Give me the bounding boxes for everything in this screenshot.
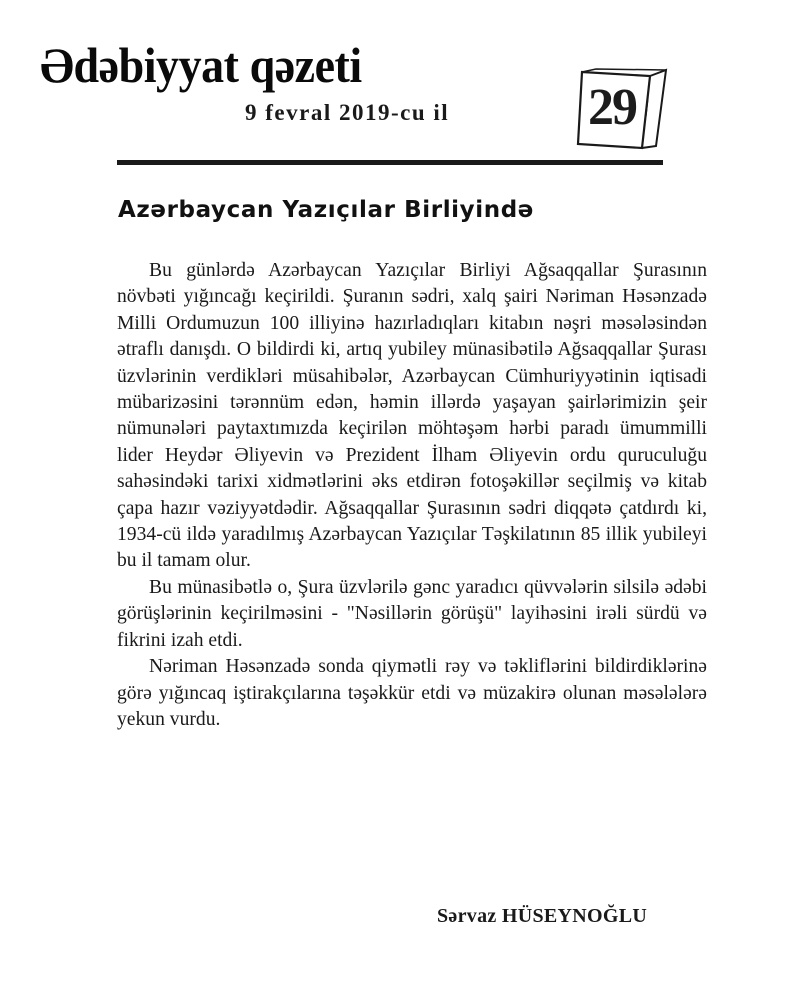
article-body [117,258,707,733]
newspaper-title: Ədəbiyyat qəzeti [40,37,362,93]
page-number-badge [576,68,668,152]
header-divider [117,160,663,165]
page-number: 29 [588,79,636,136]
article-paragraph: Bu münasibətlə o, Şura üzvlərilə gənc yaradıcı qüvvələrin silsilə ədəbi görüşlərinin keçirilməsini - "Nəsillərin görüşü" layihəsini irəli sürdü və fikrini izah etdi. [117,576,707,651]
article-paragraph: Nəriman Həsənzadə sonda qiymətli rəy və təkliflərini bildirdiklərinə görə yığıncaq iştirakçılarına təşəkkür etdi və müzakirə olunan məsələlərə yekun vurdu. [117,656,707,730]
article-author: Sərvaz HÜSEYNOĞLU [437,905,648,927]
issue-date: 9 fevral 2019-cu il [245,100,450,125]
article-paragraph: Bu günlərdə Azərbaycan Yazıçılar Birliyi Ağsaqqallar Şurasının növbəti yığıncağı keçirildi. Şuranın sədri, xalq şairi Nəriman Həsənzadə Milli Ordumuzun 100 illiyinə hazırladıqları kitabın nəşri məsələsindən ətraflı danışdı. O bildirdi ki, artıq yubiley münasibətilə Ağsaqqallar Şurası üzvlərinin verdikləri müsahibələr, Azərbaycan Cümhuriyyətinin iqtisadi mübarizəsini tərənnüm edən, həmin illərdə yaşayan şairlərimizin şeir nümunələri paytaxtımızda keçirilən möhtəşəm hərbi paradı ümummilli lider Heydər Əliyevin və Prezident İlham Əliyevin ordu quruculuğu sahəsindəki tarixi xidmətlərini əks etdirən fotoşəkillər seçilmiş və kitab çapa hazır vəziyyətdədir. Ağsaqqallar Şurasının sədri diqqətə çatdırdı ki, 1934-cü ildə yaradılmış Azərbaycan Yazıçılar Təşkilatının 85 illik yubileyi bu il tamam olur. [117,260,707,572]
article-headline: Azərbaycan Yazıçılar Birliyində [118,197,534,223]
